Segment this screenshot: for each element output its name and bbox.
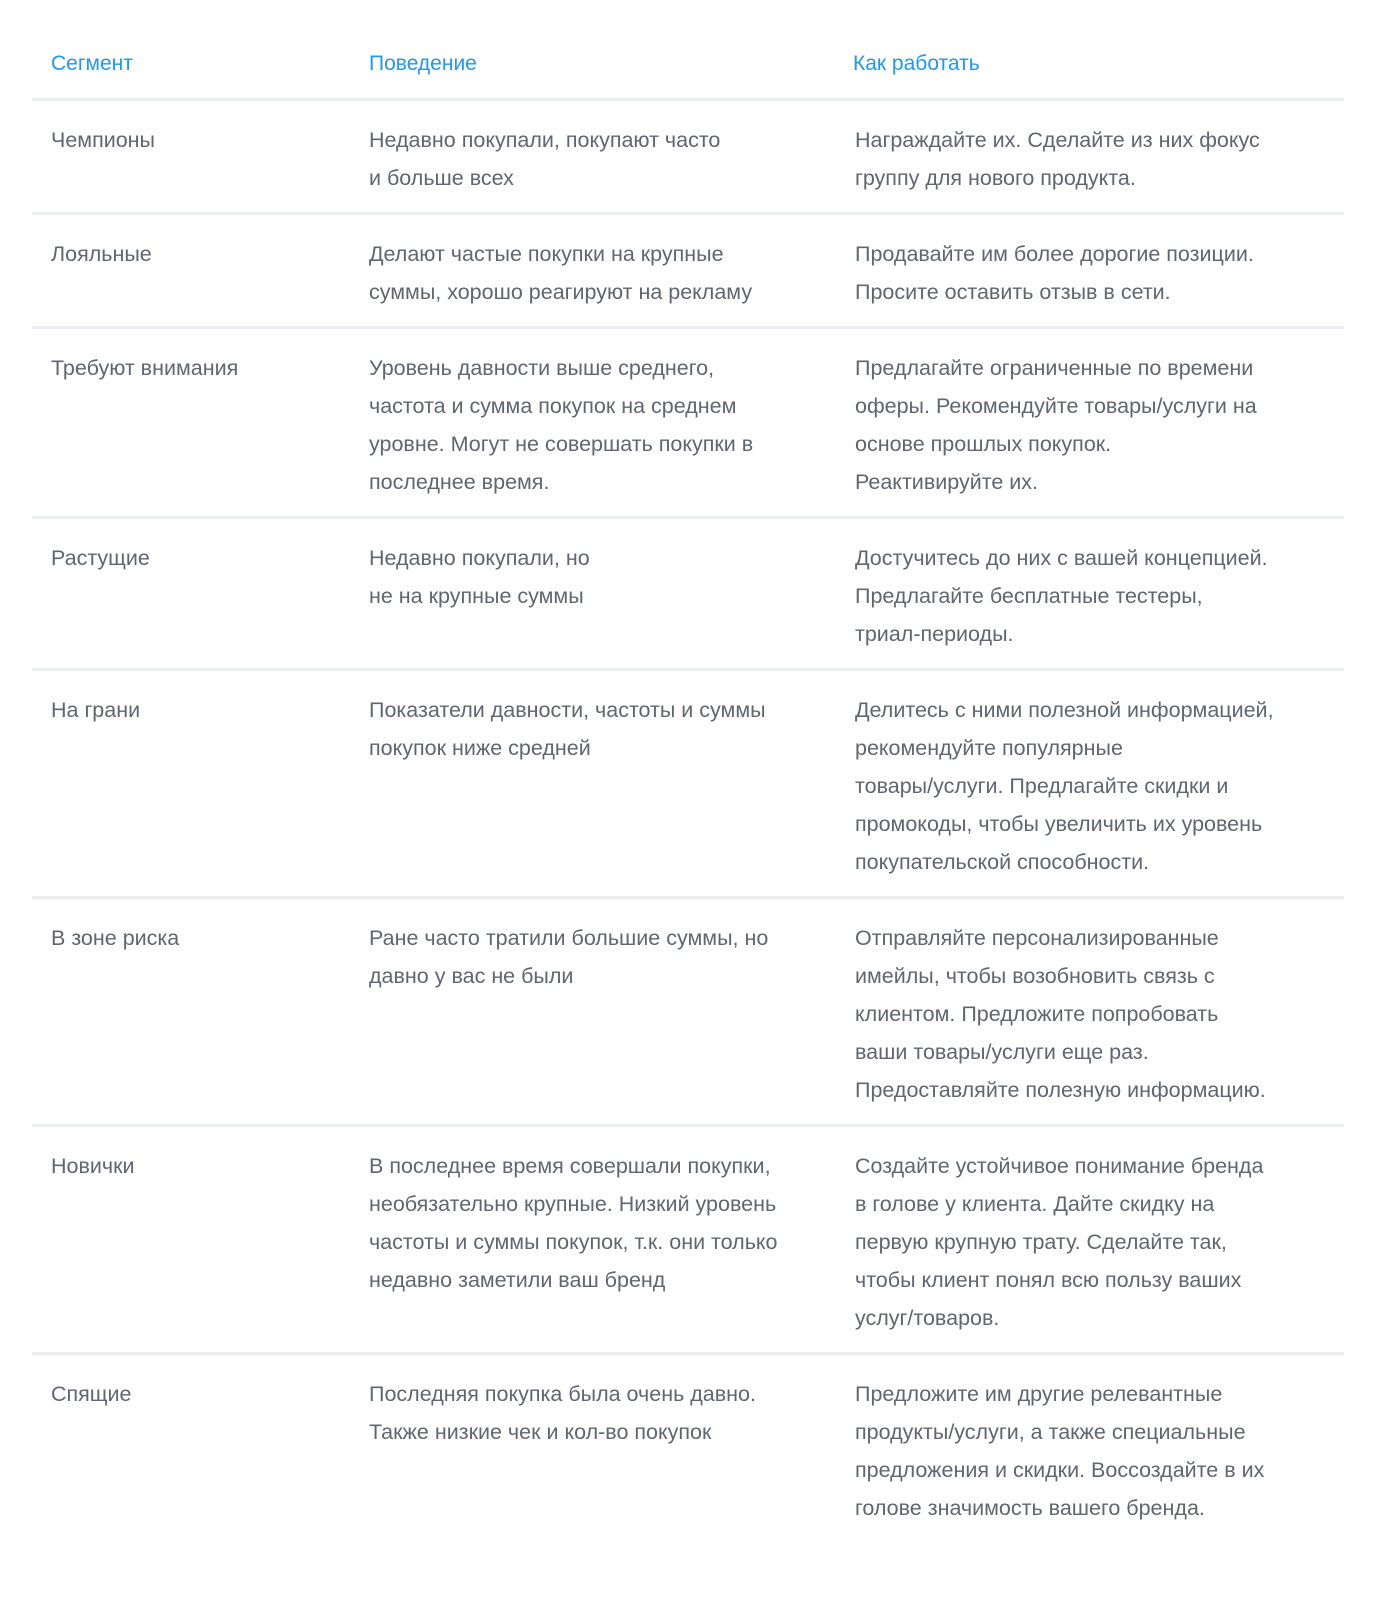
- action-cell: Создайте устойчивое понимание бренда в голове у клиента. Дайте скидку на первую крупную трату. Сделайте так, чтобы клиент понял всю пользу ваших услуг/товаров.: [855, 1154, 1264, 1330]
- table-row: [32, 329, 1344, 519]
- behavior-cell: Ране часто тратили большие суммы, но давно у вас не были: [369, 926, 769, 988]
- segment-cell: В зоне риска: [51, 926, 180, 950]
- table-row: [32, 1127, 1344, 1355]
- action-cell: Предложите им другие релевантные продукты/услуги, а также специальные предложения и скидки. Воссоздайте в их голове значимость вашего бренда.: [855, 1382, 1265, 1520]
- table-row: [32, 519, 1344, 671]
- table-row: [32, 899, 1344, 1127]
- table-header: [32, 42, 1344, 101]
- behavior-cell: Недавно покупали, но не на крупные суммы: [369, 546, 590, 608]
- segment-cell: Новички: [51, 1154, 135, 1178]
- segment-cell: На грани: [51, 698, 141, 722]
- behavior-cell: Уровень давности выше среднего, частота и сумма покупок на среднем уровне. Могут не совершать покупки в последнее время.: [369, 356, 754, 494]
- action-cell: Делитесь с ними полезной информацией, рекомендуйте популярные товары/услуги. Предлагайте скидки и промокоды, чтобы увеличить их уровень покупательской способности.: [855, 698, 1274, 874]
- header-behavior: Поведение: [369, 52, 477, 75]
- behavior-cell: Показатели давности, частоты и суммы покупок ниже средней: [369, 698, 766, 760]
- action-cell: Награждайте их. Сделайте из них фокус группу для нового продукта.: [855, 128, 1260, 190]
- behavior-cell: Делают частые покупки на крупные суммы, хорошо реагируют на рекламу: [369, 242, 753, 304]
- behavior-cell: В последнее время совершали покупки, необязательно крупные. Низкий уровень частоты и суммы покупок, т.к. они только недавно заметили ваш бренд: [369, 1154, 778, 1292]
- segment-cell: Спящие: [51, 1382, 132, 1406]
- table-row: [32, 671, 1344, 899]
- table-row: [32, 1355, 1344, 1542]
- table-row: [32, 215, 1344, 329]
- action-cell: Продавайте им более дорогие позиции. Просите оставить отзыв в сети.: [855, 242, 1254, 304]
- segments-table: [32, 0, 1344, 1542]
- segment-cell: Требуют внимания: [51, 356, 239, 380]
- segment-cell: Чемпионы: [51, 128, 156, 152]
- behavior-cell: Недавно покупали, покупают часто и больше всех: [369, 128, 721, 190]
- segment-cell: Лояльные: [51, 242, 152, 266]
- action-cell: Предлагайте ограниченные по времени оферы. Рекомендуйте товары/услуги на основе прошлых покупок. Реактивируйте их.: [855, 356, 1257, 494]
- segment-cell: Растущие: [51, 546, 150, 570]
- action-cell: Отправляйте персонализированные имейлы, чтобы возобновить связь с клиентом. Предложите попробовать ваши товары/услуги еще раз. Предоставляйте полезную информацию.: [855, 926, 1266, 1102]
- header-segment: Сегмент: [51, 52, 133, 75]
- table-row: [32, 101, 1344, 215]
- header-action: Как работать: [853, 52, 980, 75]
- action-cell: Достучитесь до них с вашей концепцией. Предлагайте бесплатные тестеры, триал-периоды.: [855, 546, 1268, 646]
- behavior-cell: Последняя покупка была очень давно. Также низкие чек и кол-во покупок: [369, 1382, 756, 1444]
